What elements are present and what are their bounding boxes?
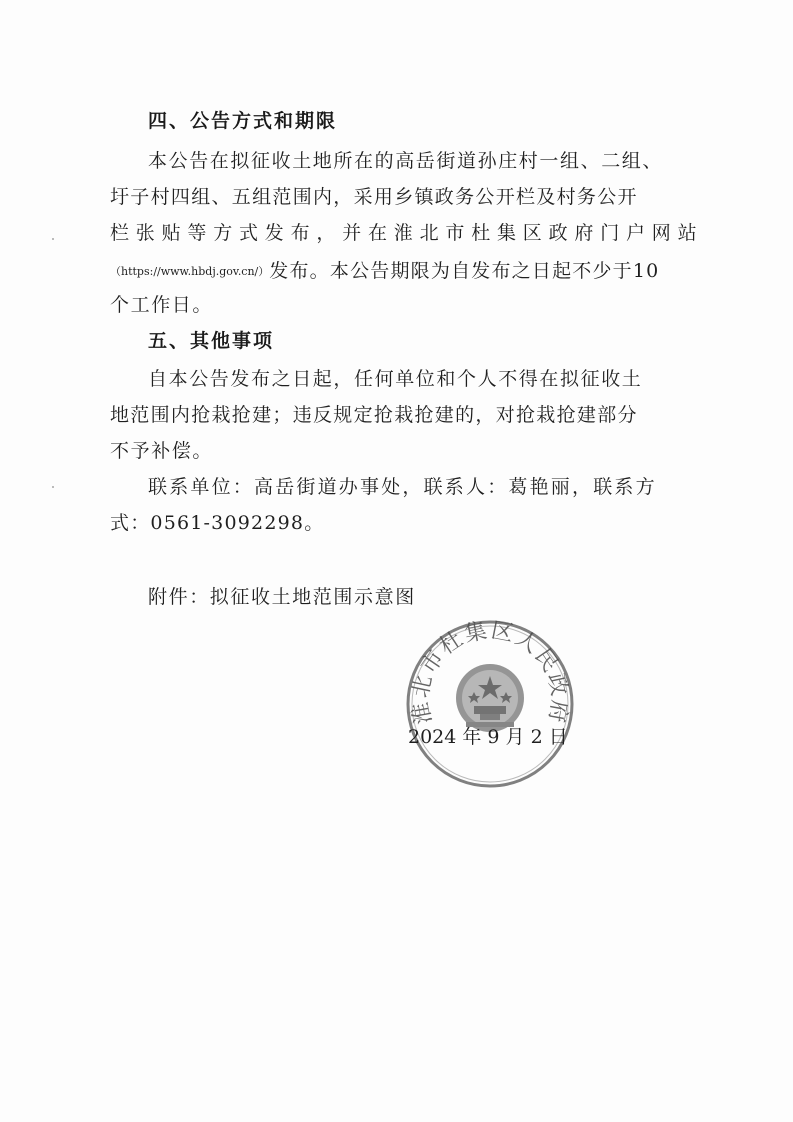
section-5-heading: 五、其他事项 <box>148 330 275 352</box>
official-seal <box>404 618 576 790</box>
signature-date: 2024 年 9 月 2 日 <box>408 726 568 748</box>
section-5-line-3: 不予补偿。 <box>110 440 214 462</box>
svg-text:淮北市杜集区人民政府: 淮北市杜集区人民政府 <box>408 618 572 727</box>
section-4-line-1: 本公告在拟征收土地所在的高岳街道孙庄村一组、二组、 <box>148 150 664 172</box>
contact-line-1: 联系单位：高岳街道办事处，联系人：葛艳丽，联系方 <box>148 476 657 498</box>
section-4-heading: 四、公告方式和期限 <box>148 110 338 132</box>
section-4-line-4-text: 发布。本公告期限为自发布之日起不少于10 <box>269 260 660 282</box>
section-4-line-5: 个工作日。 <box>110 294 214 316</box>
section-4-line-2: 圩子村四组、五组范围内，采用乡镇政务公开栏及村务公开 <box>110 186 638 208</box>
section-4-line-4 <box>110 256 659 283</box>
scan-mark <box>52 238 54 240</box>
section-5-line-1: 自本公告发布之日起，任何单位和个人不得在拟征收土 <box>148 368 643 390</box>
scan-mark <box>52 486 54 488</box>
section-4-line-3: 栏张贴等方式发布，并在淮北市杜集区政府门户网站 <box>110 222 704 244</box>
website-url: （https://www.hbdj.gov.cn/） <box>110 265 270 278</box>
contact-line-2: 式：0561-3092298。 <box>110 512 325 534</box>
section-5-line-2: 地范围内抢栽抢建；违反规定抢栽抢建的，对抢栽抢建部分 <box>110 404 638 426</box>
attachment-line: 附件：拟征收土地范围示意图 <box>148 586 416 608</box>
